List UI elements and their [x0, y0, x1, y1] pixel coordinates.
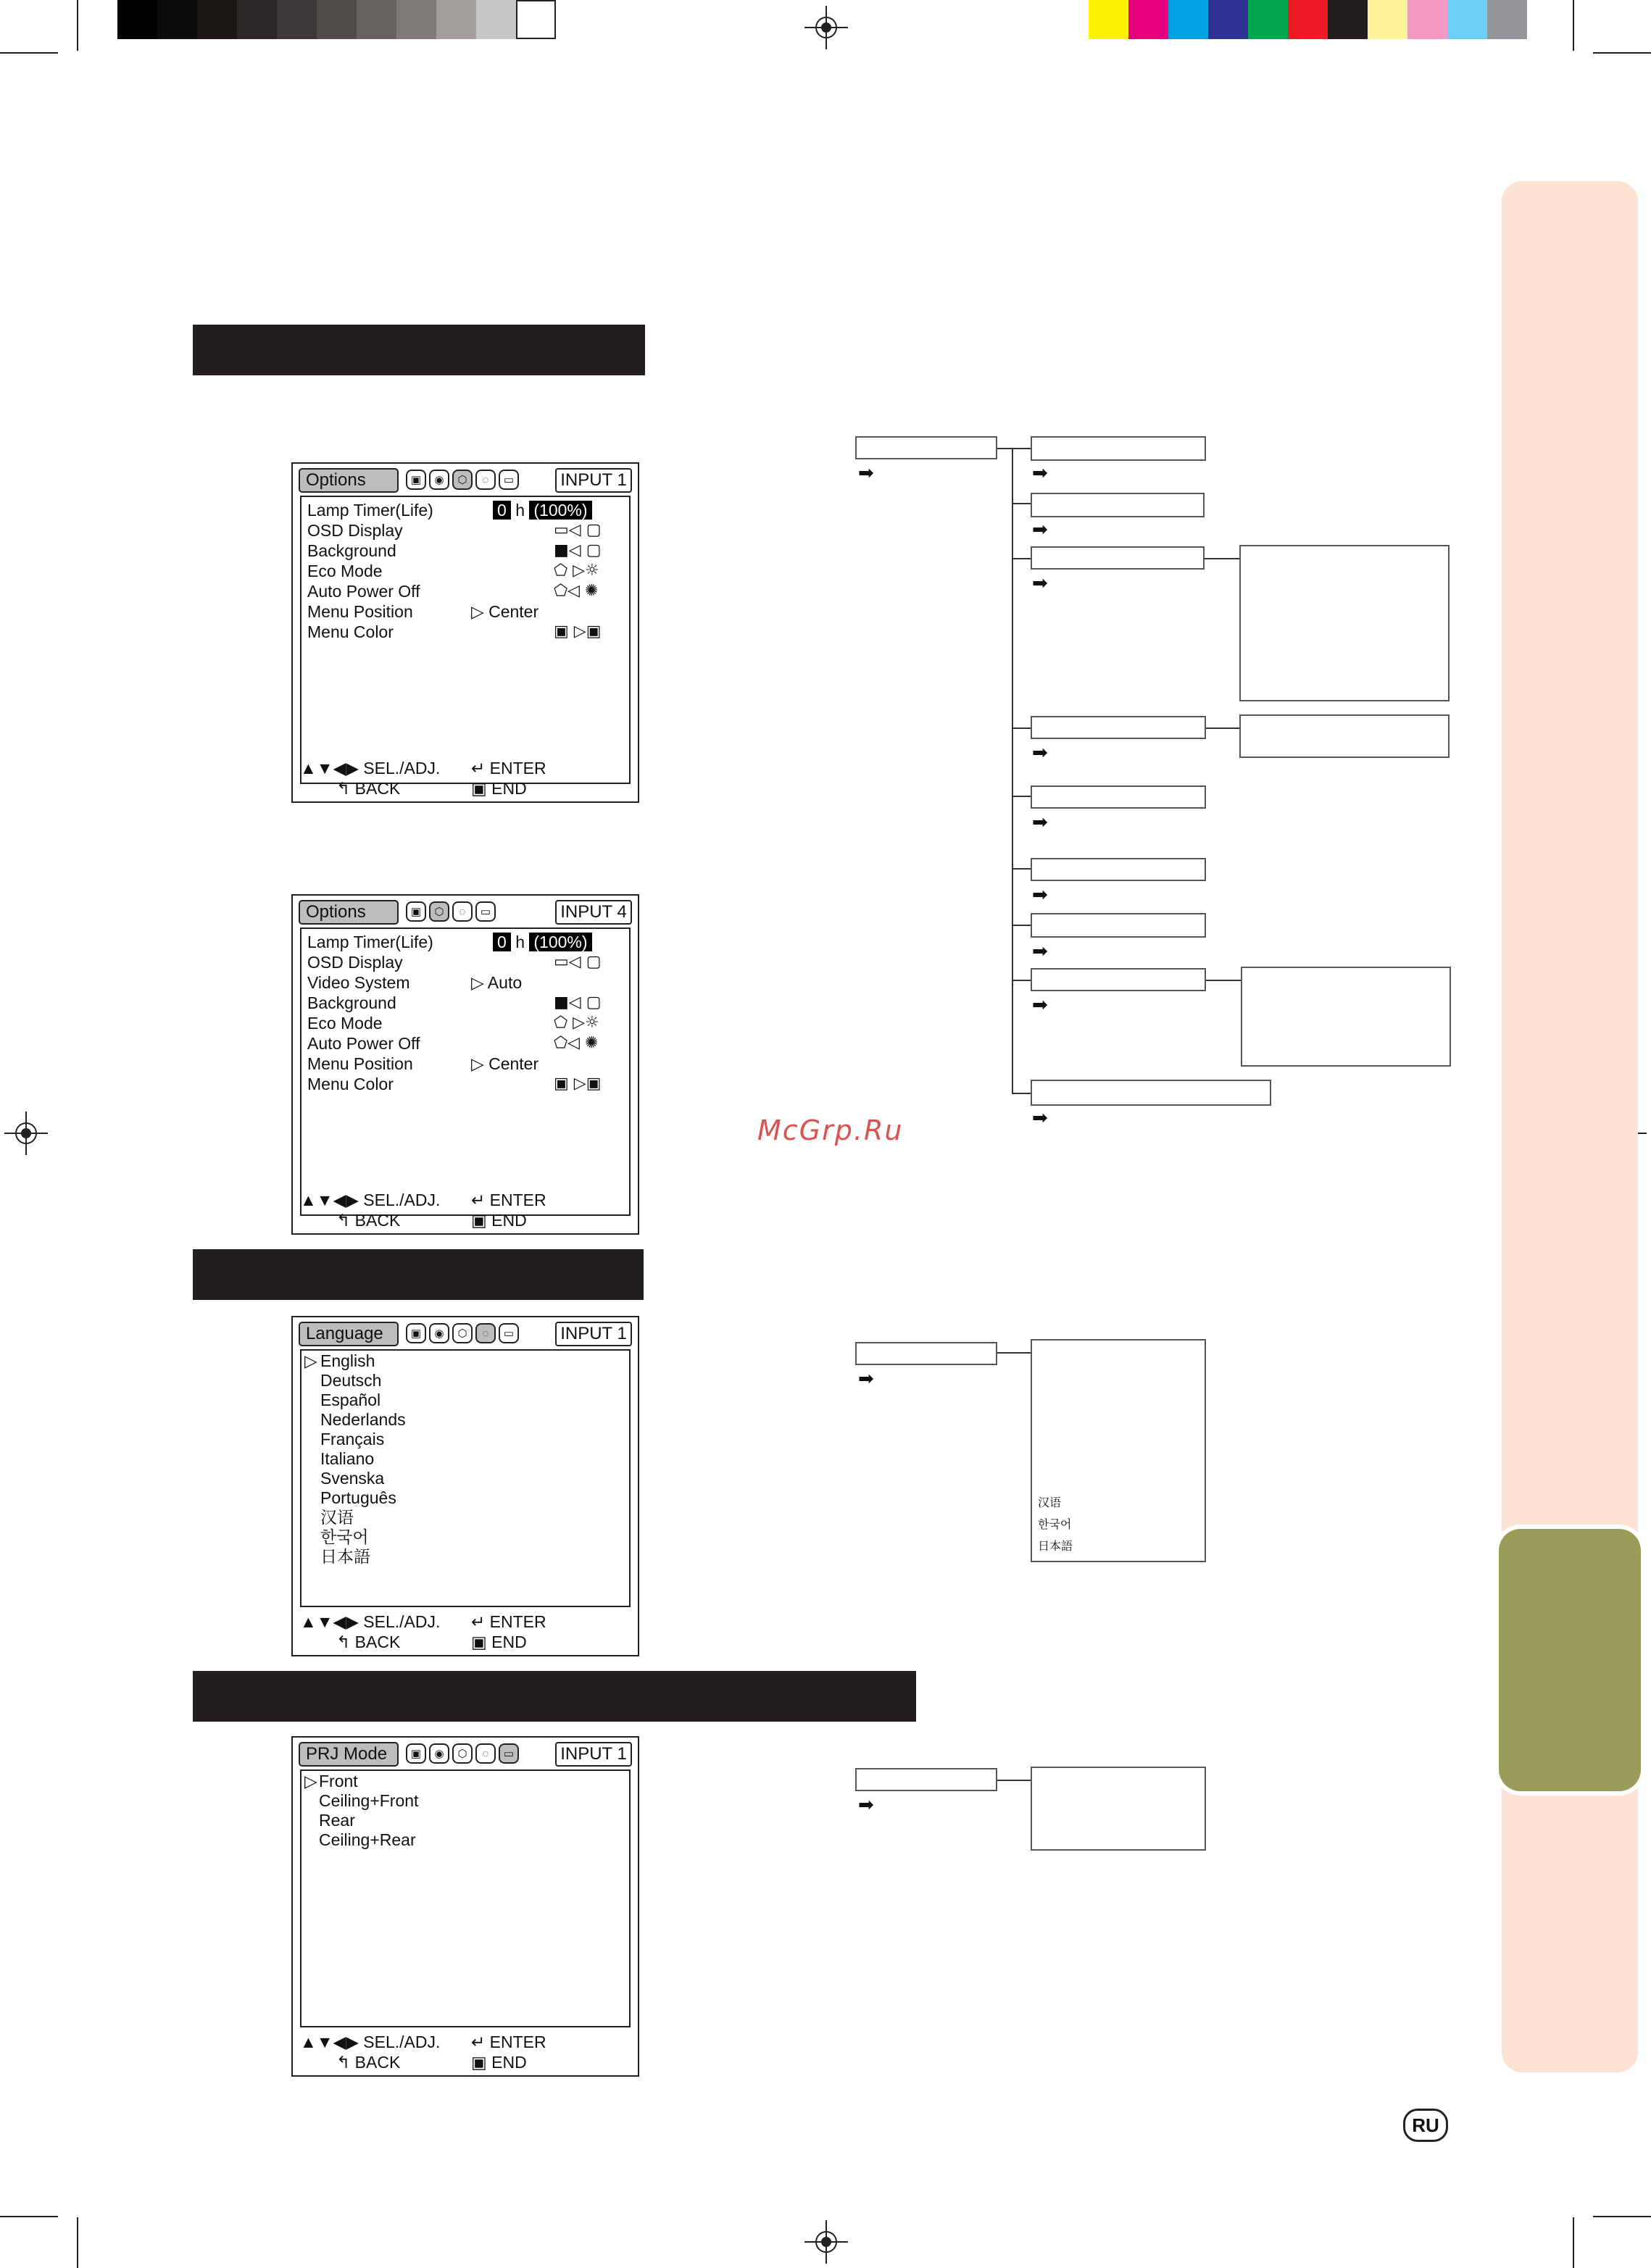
footer-sel-adj: ▲▼◀▶ SEL./ADJ.: [300, 1191, 441, 1209]
menu-tab-title[interactable]: Options: [299, 900, 399, 925]
arrow-icon: ➡: [1032, 1107, 1048, 1129]
footer-back: ↰ BACK: [336, 1633, 401, 1651]
color-swatch: [1328, 0, 1368, 39]
menu-icon-bar: [406, 470, 519, 491]
tree-branch-auto-power-off: [1031, 858, 1206, 881]
color-swatch: [1288, 0, 1328, 39]
tree-connector: [1205, 558, 1241, 559]
tree-branch-last: [1031, 1080, 1271, 1106]
section-bar-projection: [193, 1671, 916, 1722]
tree-leaf-background-options: [1239, 714, 1450, 758]
video-system-value[interactable]: ▷ Auto: [471, 973, 523, 992]
lamp-life-percent: (100%): [529, 501, 591, 520]
input-indicator: INPUT 1: [555, 468, 632, 493]
footer-end: ▣ END: [471, 779, 527, 798]
language-item-japanese[interactable]: 日本語: [320, 1547, 370, 1566]
audio-icon[interactable]: ◉: [429, 470, 449, 490]
tree-leaf-video-system-options: [1239, 545, 1450, 701]
prj-item-rear[interactable]: Rear: [319, 1811, 355, 1830]
language-item-english[interactable]: English: [320, 1351, 375, 1370]
language-menu-screen: [291, 1316, 639, 1656]
menu-tab-title[interactable]: Language: [299, 1322, 399, 1346]
lamp-timer-unit: h: [515, 933, 525, 951]
osd-display-value[interactable]: ▭◁ ▢: [554, 953, 602, 971]
footer-enter: ↵ ENTER: [471, 2033, 546, 2051]
gray-swatch: [117, 0, 157, 39]
tree-connector: [1012, 796, 1031, 797]
tree-root-box: [855, 1768, 997, 1791]
tree-branch-lamp-timer: [1031, 436, 1206, 461]
menu-tab-title[interactable]: Options: [299, 468, 399, 493]
footer-back: ↰ BACK: [336, 1211, 401, 1230]
arrow-icon: ➡: [858, 462, 874, 484]
input-indicator: INPUT 1: [555, 1742, 632, 1767]
prj-item-ceiling-front[interactable]: Ceiling+Front: [319, 1791, 419, 1810]
language-item-portugues[interactable]: Português: [320, 1488, 396, 1507]
background-value[interactable]: ■◁ ▢: [554, 541, 602, 559]
arrow-icon: ➡: [1032, 941, 1048, 962]
section-bar-language: [193, 1249, 644, 1300]
gray-swatch: [237, 0, 277, 39]
input-indicator: INPUT 4: [555, 900, 632, 925]
language-item-chinese[interactable]: 汉语: [320, 1508, 354, 1527]
lamp-timer-value: 0: [493, 933, 511, 951]
projection-icon[interactable]: ▭: [499, 1323, 519, 1343]
menu-panel: [300, 496, 631, 784]
menu-tab-title[interactable]: PRJ Mode: [299, 1742, 399, 1767]
footer-end: ▣ END: [471, 1211, 527, 1230]
menu-row-auto-power-off[interactable]: Auto Power Off: [307, 582, 420, 601]
footer-back: ↰ BACK: [336, 2053, 401, 2072]
tree-connector: [1012, 925, 1031, 926]
prj-item-ceiling-rear[interactable]: Ceiling+Rear: [319, 1830, 416, 1849]
gray-swatch: [317, 0, 357, 39]
language-option-japanese: 日本語: [1038, 1541, 1073, 1553]
lamp-life-percent: (100%): [529, 933, 591, 951]
menu-row-eco-mode[interactable]: Eco Mode: [307, 562, 383, 580]
input-indicator: INPUT 1: [555, 1322, 632, 1346]
menu-row-menu-position[interactable]: Menu Position: [307, 1054, 413, 1073]
menu-color-value[interactable]: ▣ ▷▣: [554, 1075, 602, 1093]
picture-icon[interactable]: ▣: [406, 1323, 426, 1343]
language-item-svenska[interactable]: Svenska: [320, 1469, 385, 1488]
auto-power-off-value[interactable]: ⬠◁ ✺: [554, 582, 599, 600]
language-icon[interactable]: ◌: [452, 901, 473, 922]
color-swatch: [1208, 0, 1248, 39]
menu-row-menu-color[interactable]: Menu Color: [307, 622, 394, 641]
gray-swatch: [516, 0, 556, 39]
footer-sel-adj: ▲▼◀▶ SEL./ADJ.: [300, 2033, 441, 2051]
footer-sel-adj: ▲▼◀▶ SEL./ADJ.: [300, 759, 441, 777]
prj-mode-list-panel: [300, 1769, 631, 2027]
footer-sel-adj: ▲▼◀▶ SEL./ADJ.: [300, 1612, 441, 1631]
menu-row-video-system[interactable]: Video System: [307, 973, 410, 992]
color-swatch: [1089, 0, 1128, 39]
tree-branch-background: [1031, 716, 1206, 739]
arrow-icon: ➡: [858, 1368, 874, 1390]
menu-panel: [300, 927, 631, 1216]
menu-row-background[interactable]: Background: [307, 541, 396, 560]
audio-icon[interactable]: ◉: [429, 1743, 449, 1764]
tree-branch-video-system: [1031, 546, 1205, 570]
gray-swatch: [436, 0, 476, 39]
tree-branch-menu-color: [1031, 968, 1206, 991]
language-icon[interactable]: ◌: [475, 1323, 496, 1343]
menu-row-menu-position[interactable]: Menu Position: [307, 602, 413, 621]
footer-enter: ↵ ENTER: [471, 1612, 546, 1631]
tree-connector: [1012, 727, 1031, 729]
language-option-korean: 한국어: [1038, 1519, 1072, 1531]
color-swatch: [1248, 0, 1288, 39]
footer-back: ↰ BACK: [336, 779, 401, 798]
tree-connector: [997, 448, 1032, 449]
arrow-icon: ➡: [1032, 519, 1048, 541]
background-value[interactable]: ■◁ ▢: [554, 993, 602, 1012]
tree-connector: [1012, 503, 1031, 504]
footer-end: ▣ END: [471, 1633, 527, 1651]
arrow-icon: ➡: [1032, 812, 1048, 833]
menu-icon-bar: [406, 1323, 519, 1345]
tree-connector: [1012, 980, 1031, 981]
menu-icon-bar: [406, 901, 496, 923]
lamp-timer-unit: h: [515, 501, 525, 520]
color-swatch: [1368, 0, 1407, 39]
language-item-nederlands[interactable]: Nederlands: [320, 1410, 406, 1429]
picture-icon[interactable]: ▣: [406, 470, 426, 490]
tree-connector: [1012, 558, 1031, 559]
eco-mode-value[interactable]: ⬠ ▷☼: [554, 1014, 599, 1032]
menu-icon-bar: [406, 1743, 519, 1765]
footer-enter: ↵ ENTER: [471, 759, 546, 777]
gray-swatch: [277, 0, 317, 39]
tree-connector: [997, 1780, 1031, 1781]
language-item-korean[interactable]: 한국어: [320, 1527, 369, 1546]
arrow-icon: ➡: [1032, 742, 1048, 764]
color-swatch: [1447, 0, 1487, 39]
watermark: McGrp.Ru: [757, 1114, 904, 1146]
menu-row-lamp-timer[interactable]: Lamp Timer(Life): [307, 501, 433, 520]
menu-color-value[interactable]: ▣ ▷▣: [554, 622, 602, 641]
language-item-deutsch[interactable]: Deutsch: [320, 1371, 382, 1390]
picture-icon[interactable]: ▣: [406, 901, 426, 922]
registration-mark-bottom: [804, 2220, 848, 2264]
picture-icon[interactable]: ▣: [406, 1743, 426, 1764]
tree-connector: [1012, 1093, 1031, 1094]
color-swatch: [1128, 0, 1168, 39]
menu-position-value[interactable]: ▷ Center: [471, 602, 539, 621]
language-badge: RU: [1403, 2109, 1448, 2142]
language-icon[interactable]: ◌: [475, 1743, 496, 1764]
eco-mode-value[interactable]: ⬠ ▷☼: [554, 562, 599, 580]
tree-root-box: [855, 436, 997, 459]
gray-swatch: [357, 0, 396, 39]
color-swatch: [1487, 0, 1527, 39]
menu-row-background[interactable]: Background: [307, 993, 396, 1012]
menu-row-eco-mode[interactable]: Eco Mode: [307, 1014, 383, 1033]
language-icon[interactable]: ◌: [475, 470, 496, 490]
tree-connector: [1012, 868, 1031, 870]
auto-power-off-value[interactable]: ⬠◁ ✺: [554, 1034, 599, 1052]
options-menu-screen-1: [291, 462, 639, 803]
gray-swatch: [476, 0, 516, 39]
language-item-espanol[interactable]: Español: [320, 1391, 381, 1409]
tree-leaf-prj-mode-options: [1031, 1767, 1206, 1851]
tree-connector: [1206, 980, 1241, 981]
options-icon[interactable]: ⬡: [452, 1323, 473, 1343]
menu-row-menu-color[interactable]: Menu Color: [307, 1075, 394, 1093]
registration-mark-top: [804, 6, 848, 49]
color-swatch: [1407, 0, 1447, 39]
menu-row-auto-power-off[interactable]: Auto Power Off: [307, 1034, 420, 1053]
selected-item-marker: ▷: [304, 1351, 317, 1370]
arrow-icon: ➡: [858, 1794, 874, 1816]
tree-branch-menu-position: [1031, 913, 1206, 938]
arrow-icon: ➡: [1032, 994, 1048, 1016]
language-option-chinese: 汉语: [1038, 1497, 1062, 1509]
color-swatch: [1168, 0, 1208, 39]
arrow-icon: ➡: [1032, 462, 1048, 484]
gray-swatch: [396, 0, 436, 39]
lamp-timer-value: 0: [493, 501, 511, 520]
audio-icon[interactable]: ◉: [429, 1323, 449, 1343]
prj-mode-menu-screen: [291, 1736, 639, 2077]
section-bar-options: [193, 325, 645, 375]
arrow-icon: ➡: [1032, 572, 1048, 594]
options-menu-screen-2: [291, 894, 639, 1235]
projection-icon[interactable]: ▭: [499, 470, 519, 490]
menu-position-value[interactable]: ▷ Center: [471, 1054, 539, 1073]
menu-row-osd-display[interactable]: OSD Display: [307, 953, 403, 972]
tree-branch-eco-mode: [1031, 785, 1206, 809]
projection-icon[interactable]: ▭: [499, 1743, 519, 1764]
menu-row-osd-display[interactable]: OSD Display: [307, 521, 403, 540]
footer-end: ▣ END: [471, 2053, 527, 2072]
language-list-panel: [300, 1349, 631, 1607]
tree-root-box: [855, 1342, 997, 1365]
registration-mark-left: [4, 1112, 48, 1155]
options-icon[interactable]: ⬡: [429, 901, 449, 922]
prj-item-front[interactable]: Front: [319, 1772, 358, 1790]
menu-row-lamp-timer[interactable]: Lamp Timer(Life): [307, 933, 433, 951]
tree-branch-osd-display: [1031, 493, 1205, 517]
gray-swatch: [157, 0, 197, 39]
osd-display-value[interactable]: ▭◁ ▢: [554, 521, 602, 539]
tree-leaf-language-list: [1031, 1339, 1206, 1562]
options-icon[interactable]: ⬡: [452, 1743, 473, 1764]
tree-connector: [997, 1352, 1031, 1354]
options-icon[interactable]: ⬡: [452, 470, 473, 490]
language-item-italiano[interactable]: Italiano: [320, 1449, 375, 1468]
arrow-icon: ➡: [1032, 884, 1048, 906]
footer-enter: ↵ ENTER: [471, 1191, 546, 1209]
side-tab-active[interactable]: [1499, 1529, 1641, 1791]
tree-connector: [1206, 727, 1239, 729]
selected-item-marker: ▷: [304, 1772, 317, 1790]
gray-swatch: [197, 0, 237, 39]
tree-trunk: [1012, 448, 1013, 1094]
tree-leaf-menu-color-options: [1241, 967, 1451, 1067]
language-item-francais[interactable]: Français: [320, 1430, 385, 1448]
projection-icon[interactable]: ▭: [475, 901, 496, 922]
